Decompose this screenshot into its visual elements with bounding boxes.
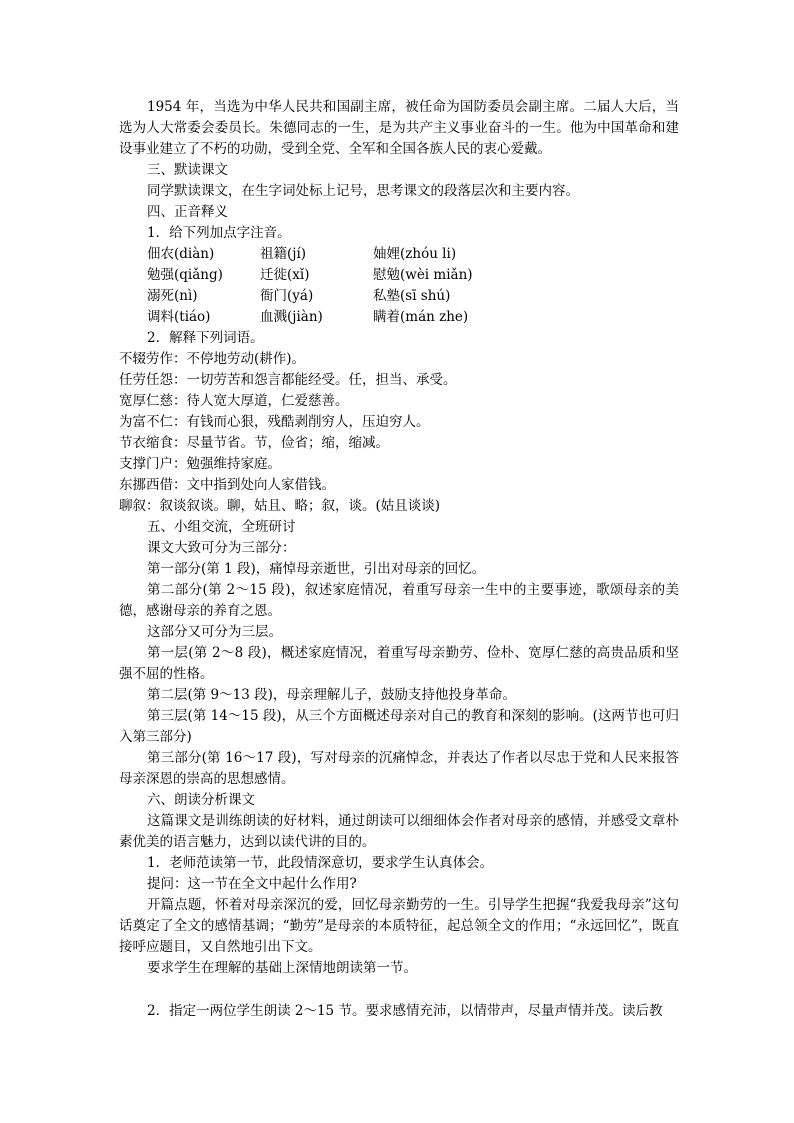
definition-item: 节衣缩食：尽量节省。节，俭省；缩，缩减。 [119,435,389,451]
intro-paragraph: 1954 年，当选为中华人民共和国副主席，被任命为国防委员会副主席。二届人大后，当选为人大常委会委员长。朱德同志的一生，是为共产主义事业奋斗的一生。他为中国革命和建设事业建立了不朽的功勋，受到全党、全军和全国各族人民的衷心爱戴。 [119,99,679,157]
section-4-title: 四、正音释义 [147,204,228,220]
section-6-paragraph: 提问：这一节在全文中起什么作用? [147,876,357,892]
definition-item: 聊叙：叙谈叙谈。聊，姑且、略；叙，谈。(姑且谈谈) [119,498,441,514]
section-5-paragraph: 第三部分(第 16～17 段)，写对母亲的沉痛悼念，并表达了作者以尽忠于党和人民来报答母亲深恩的崇高的思想感情。 [119,750,679,787]
pinyin-item: 瞒着(mán zhe) [373,309,469,325]
document-body [119,97,679,1022]
section-6-paragraph: 这篇课文是训练朗读的好材料，通过朗读可以细细体会作者对母亲的感情，并感受文章朴素优美的语言魅力，达到以读代讲的目的。 [119,813,679,850]
pinyin-item: 佃农(diàn) [147,246,215,262]
paragraph-gap [119,979,679,1001]
section-6-paragraph: 要求学生在理解的基础上深情地朗读第一节。 [147,960,417,976]
definition-item: 宽厚仁慈：待人宽大厚道，仁爱慈善。 [119,393,349,409]
pinyin-item: 衙门(yá) [260,288,314,304]
section-4-subtitle-2: 2．解释下列词语。 [147,330,264,346]
section-6-title: 六、朗读分析课文 [147,792,255,808]
pinyin-table [119,244,679,328]
section-6-paragraph: 1．老师范读第一节，此段情深意切，要求学生认真体会。 [147,855,494,871]
section-3-text: 同学默读课文，在生字词处标上记号，思考课文的段落层次和主要内容。 [147,183,579,199]
section-5-paragraph: 第二部分(第 2～15 段)，叙述家庭情况，着重写母亲一生中的主要事迹，歌颂母亲的美德，感谢母亲的养育之恩。 [119,582,679,619]
pinyin-item: 血溅(jiàn) [260,309,323,325]
section-4-subtitle-1: 1．给下列加点字注音。 [147,225,291,241]
section-5-paragraph: 这部分又可分为三层。 [147,624,282,640]
section-5-title: 五、小组交流，全班研讨 [147,519,296,535]
section-5-paragraph: 第一部分(第 1 段)，痛悼母亲逝世，引出对母亲的回忆。 [147,561,486,577]
pinyin-item: 溺死(nì) [147,288,198,304]
pinyin-item: 妯娌(zhóu li) [373,246,457,262]
section-5-paragraph: 第三层(第 14～15 段)，从三个方面概述母亲对自己的教育和深刻的影响。(这两节也可归入第三部分) [119,708,679,745]
pinyin-item: 私塾(sī shú) [373,288,451,304]
section-5-paragraph: 课文大致可分为三部分： [147,540,296,556]
section-3-title: 三、默读课文 [147,162,228,178]
definition-item: 东挪西借：文中指到处向人家借钱。 [119,477,335,493]
definition-item: 为富不仁：有钱而心狠，残酷剥削穷人，压迫穷人。 [119,414,430,430]
definition-item: 任劳任怨：一切劳苦和怨言都能经受。任，担当、承受。 [119,372,457,388]
pinyin-item: 祖籍(jí) [260,246,307,262]
pinyin-item: 迁徙(xǐ) [260,267,310,283]
section-5-paragraph: 第二层(第 9～13 段)，母亲理解儿子，鼓励支持他投身革命。 [147,687,516,703]
definition-item: 支撑门户：勉强维持家庭。 [119,456,281,472]
pinyin-item: 慰勉(wèi miǎn) [373,267,473,283]
section-6-paragraph: 2．指定一两位学生朗读 2～15 节。要求感情充沛，以情带声，尽量声情并茂。读后教 [147,1003,663,1019]
section-5-paragraph: 第一层(第 2～8 段)，概述家庭情况，着重写母亲勤劳、俭朴、宽厚仁慈的高贵品质和坚强不屈的性格。 [119,645,679,682]
pinyin-item: 调料(tiáo) [147,309,211,325]
definition-item: 不辍劳作：不停地劳动(耕作)。 [119,351,306,367]
pinyin-item: 勉强(qiǎng) [147,267,223,283]
section-6-paragraph: 开篇点题，怀着对母亲深沉的爱，回忆母亲勤劳的一生。引导学生把握“我爱我母亲”这句话奠定了全文的感情基调；“勤劳”是母亲的本质特征，起总领全文的作用；“永远回忆”，既直接呼应题目，又自然地引出下文。 [119,897,679,955]
